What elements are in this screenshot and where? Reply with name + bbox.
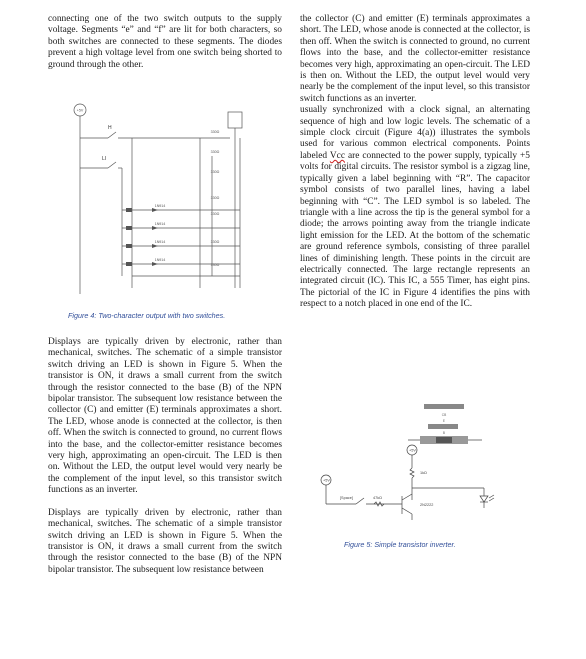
fig4-switch-h-label: H (108, 125, 112, 131)
fig4-d3: 1N914 (154, 240, 166, 244)
fig4-r6: 330Ω (210, 240, 220, 244)
fig5-transistor-label: 2N2222 (420, 503, 434, 507)
fig5-base-resistor-label: 47kΩ (373, 496, 382, 500)
left-column (48, 14, 282, 71)
fig4-d2: 1N914 (154, 222, 166, 226)
fig5-pin-b: B (442, 431, 446, 435)
fig4-r1: 330Ω (210, 130, 220, 134)
fig4-supply-label: +5V (76, 108, 84, 113)
ic-pictorial (408, 404, 482, 444)
fig4-r7: 330Ω (210, 263, 220, 267)
fig4-switch-li-label: LI (102, 156, 107, 162)
fig5-vcc-label: +5V (409, 448, 416, 453)
fig4-r4: 330Ω (210, 196, 220, 200)
fig5-switch-label: [Space] (340, 496, 353, 500)
fig4-d4: 1N914 (154, 258, 166, 262)
left-column-lower (48, 337, 282, 576)
figure-5-schematic (316, 404, 516, 534)
left-top-paragraph: connecting one of the two switch outputs to the supply voltage. Segments “e” and “f” are lit for both characters, so both switches are connected to these segments. The diodes prevent a high voltage level from one switch being shorted to ground through the other. (48, 14, 282, 70)
fig5-collector-resistor-label: 1kΩ (420, 471, 427, 475)
vcc-misspelled-word: Vcc (329, 150, 345, 161)
figure-4-schematic (60, 98, 260, 306)
fig4-r3: 330Ω (210, 170, 220, 174)
right-column (300, 14, 530, 311)
right-top-paragraph: the collector (C) and emitter (E) terminals approximates a short. The LED, whose anode is connected at the collector, is then off. When the switch is connected to ground, no current flows into the base, and the collector-emitter resistance becomes very high, approximating an open-circuit. The LED is then on. Without the LED, the output level would very nearly be the complement of the input level, so this transistor switch functions as an inverter. (300, 14, 530, 104)
fig5-pin-cb: CB (441, 413, 447, 417)
right-paragraph-2 (300, 105, 530, 310)
right-para2-after: are connected to the power supply, typically +5 volts for digital circuits. The resistor symbol is a zigzag line, typically given a label beginning with “R”. The capacitor symbol consists of two parallel lines, having a label beginning with “C”. The LED symbol is so labeled. The triangle with a line across the tip is the general symbol for a diode; the arrows pointing away from the triangle indicate light emission for the LED. At the bottom of the schematic are ground reference symbols, consisting of three parallel lines of diminishing length. These points in the circuit are electrically connected. The large rectangle represents an integrated circuit (IC). This IC, a 555 Timer, has eight pins. The pictorial of the IC in Figure 4 identifies the pins with respect to a notch placed in one end of the IC. (300, 150, 530, 310)
left-paragraph-2: Displays are typically driven by electronic, rather than mechanical, switches. The schematic of a simple transistor switch driving an LED is shown in Figure 5. When the transistor is ON, it draws a small current from the switch through the resistor connected to the base (B) of the NPN bipolar transistor. The subsequent low resistance between the collector (C) and emitter (E) terminals approximates a short. The LED, whose anode is connected at the collector, is then off. When the switch is connected to ground, no current flows into the base, and the collector-emitter resistance becomes very high, approximating an open-circuit. The LED is then on. Without the LED, the output level would very nearly be the complement of the input level, so this transistor switch functions as an inverter. (48, 337, 282, 496)
fig5-input-supply-label: +5V (323, 478, 330, 483)
left-paragraph-3: Displays are typically driven by electronic, rather than mechanical, switches. The schematic of a simple transistor switch driving an LED is shown in Figure 5. When the transistor is ON, it draws a small current from the switch through the resistor connected to the base (B) of the NPN bipolar transistor. The subsequent low resistance between (48, 507, 282, 575)
figure-5-caption: Figure 5: Simple transistor inverter. (344, 540, 456, 549)
fig4-r5: 330Ω (210, 212, 220, 216)
fig5-pin-e: E (442, 419, 446, 423)
fig4-d1: 1N914 (154, 204, 166, 208)
figure-4-caption: Figure 4: Two-character output with two switches. (68, 311, 226, 320)
fig4-r2: 330Ω (210, 150, 220, 154)
right-para2-before: usually synchronized with a clock signal, an alternating sequence of high and low logic levels. The schematic of a simple clock circuit (Figure 4(a)) illustrates the symbols used for various common electrical components. Points labeled (300, 105, 530, 161)
